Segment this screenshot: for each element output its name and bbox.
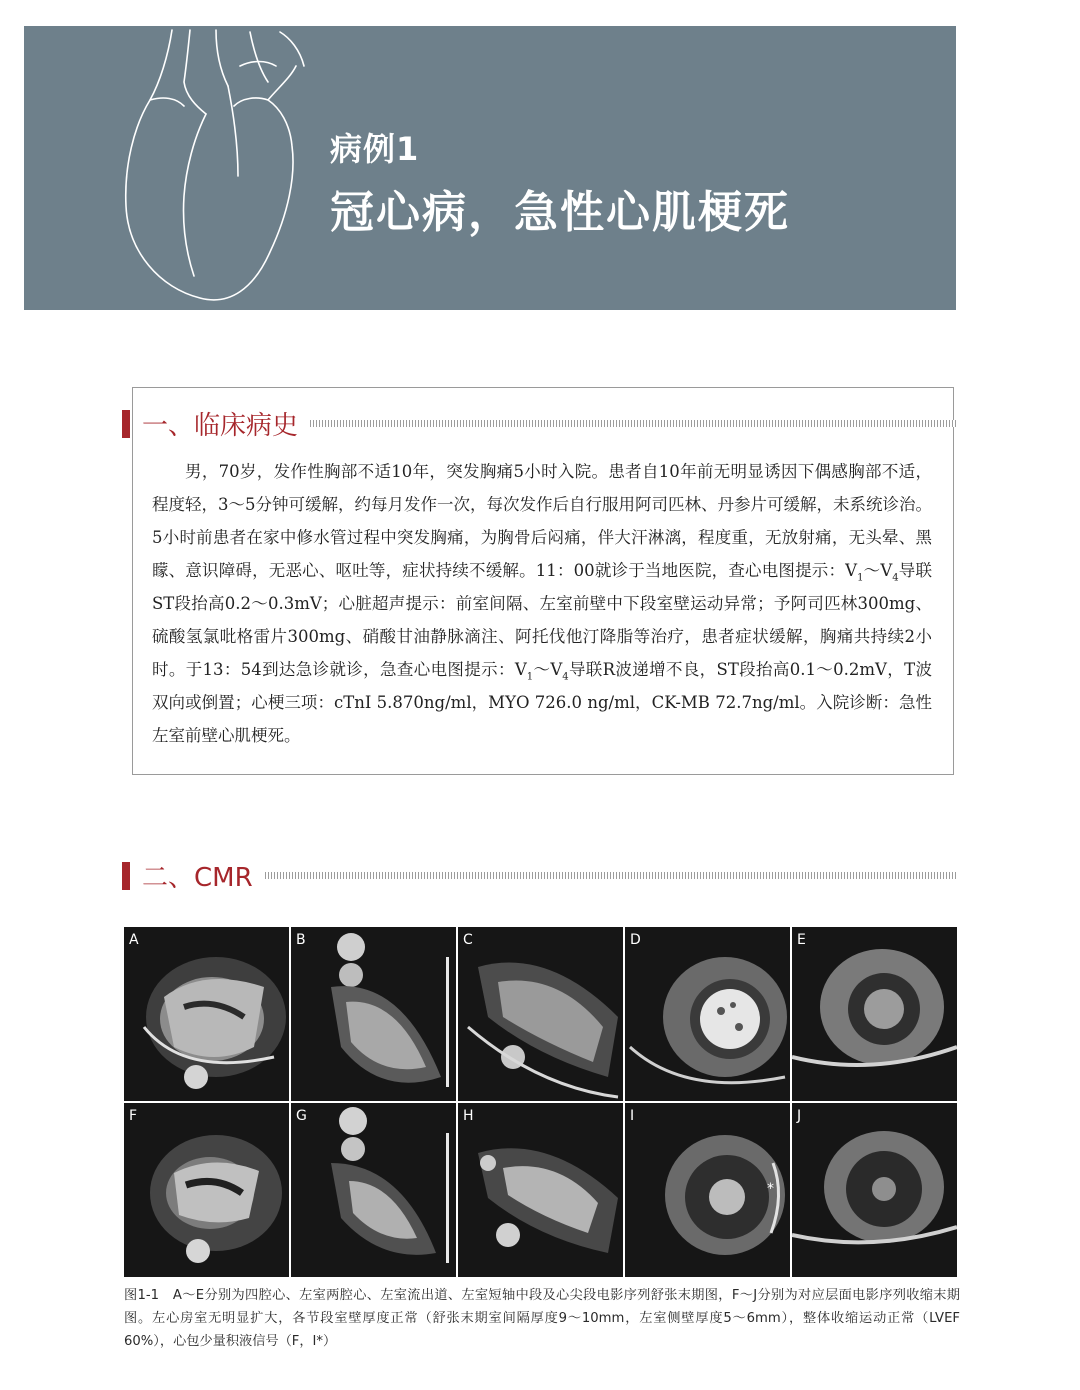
history-heading-text: 一、临床病史: [142, 405, 310, 442]
two-chamber-systole-view: [291, 1103, 456, 1277]
mri-panel-h: [458, 1103, 623, 1277]
mri-panel-i: [625, 1103, 790, 1277]
history-section-heading: [122, 405, 956, 442]
cmr-section-heading: [122, 857, 956, 894]
figure-caption: 图1-1 A～E分别为四腔心、左室两腔心、左室流出道、左室短轴中段及心尖段电影序列舒张末期图，F～J分别为对应层面电影序列收缩末期图。左心房室无明显扩大，各节段室壁厚度正常（舒张末期室间隔厚度9～10mm，左室侧壁厚度5～6mm），整体收缩运动正常（LVEF 60%），心包少量积液信号（F，I*）: [124, 1288, 960, 1349]
panel-label: B: [296, 932, 306, 948]
mri-panel-b: [291, 927, 456, 1101]
lead-range: ～: [533, 660, 551, 679]
history-part-3: 导联R波递增不良，ST段抬高0.1～0.2mV，T波双向或倒置；心梗三项：cTnI 5.870ng/ml，MYO 726.0 ng/ml，CK-MB 72.7ng/ml。入院诊断：急性左室前壁心肌梗死。: [152, 660, 933, 745]
history-paragraph: [152, 455, 932, 752]
lead-sub-4: 4: [562, 671, 569, 683]
lead-v: V: [880, 561, 893, 580]
dotted-rule: [265, 872, 956, 879]
cmr-image-grid: [124, 927, 957, 1277]
cmr-heading-text: 二、CMR: [142, 857, 265, 894]
four-chamber-view: [124, 927, 289, 1101]
panel-label: I: [630, 1108, 635, 1124]
lead-v: V: [845, 561, 858, 580]
section-marker: [122, 410, 130, 438]
short-axis-apex-systole-view: [792, 1103, 957, 1277]
short-axis-mid-systole-view: [625, 1103, 790, 1277]
case-number: 病例1: [330, 130, 420, 168]
four-chamber-systole-view: [124, 1103, 289, 1277]
mri-panel-f: [124, 1103, 289, 1277]
mri-panel-e: [792, 927, 957, 1101]
panel-label: H: [463, 1108, 474, 1124]
short-axis-apex-view: [792, 927, 957, 1101]
panel-label: D: [630, 932, 641, 948]
panel-label: G: [296, 1108, 307, 1124]
mri-panel-g: [291, 1103, 456, 1277]
dotted-rule: [310, 420, 956, 427]
mri-panel-d: [625, 927, 790, 1101]
heart-outline-icon: [120, 26, 320, 310]
lead-sub-1: 1: [857, 572, 864, 584]
chapter-banner: [24, 26, 956, 310]
lead-sub-4: 4: [892, 572, 899, 584]
short-axis-mid-view: [625, 927, 790, 1101]
history-part-1: 男，70岁，发作性胸部不适10年，突发胸痛5小时入院。患者自10年前无明显诱因下偶感胸部不适，程度轻，3～5分钟可缓解，约每月发作一次，每次发作后自行服用阿司匹林、丹参片可缓解，未系统诊治。5小时前患者在家中修水管过程中突发胸痛，为胸骨后闷痛，伴大汗淋漓，程度重，无放射痛，无头晕、黑矇、意识障碍，无恶心、呕吐等，症状持续不缓解。11：00就诊于当地医院，查心电图提示：: [152, 462, 932, 580]
panel-label: E: [797, 932, 806, 948]
case-title: 冠心病，急性心肌梗死: [330, 187, 790, 238]
mri-panel-c: [458, 927, 623, 1101]
panel-label: C: [463, 932, 473, 948]
panel-label: A: [129, 932, 139, 948]
panel-label: F: [129, 1108, 138, 1124]
mri-panel-j: [792, 1103, 957, 1277]
lead-v: V: [550, 660, 563, 679]
section-marker: [122, 862, 130, 890]
clinical-history-text: [152, 455, 932, 752]
lvot-view: [458, 927, 623, 1101]
lead-v: V: [514, 660, 527, 679]
history-part-2: 导联ST段抬高0.2～0.3mV；心脏超声提示：前室间隔、左室前壁中下段室壁运动异常；予阿司匹林300mg、硫酸氢氯吡格雷片300mg、硝酸甘油静脉滴注、阿托伐他汀降脂等治疗，患者症状缓解，胸痛共持续2小时。于13：54到达急诊就诊，急查心电图提示：: [152, 561, 932, 679]
lvot-systole-view: [458, 1103, 623, 1277]
two-chamber-view: [291, 927, 456, 1101]
mri-panel-a: [124, 927, 289, 1101]
lead-sub-1: 1: [526, 671, 534, 683]
effusion-marker: *: [767, 1181, 774, 1197]
panel-label: J: [797, 1108, 802, 1124]
lead-range: ～: [863, 561, 881, 580]
